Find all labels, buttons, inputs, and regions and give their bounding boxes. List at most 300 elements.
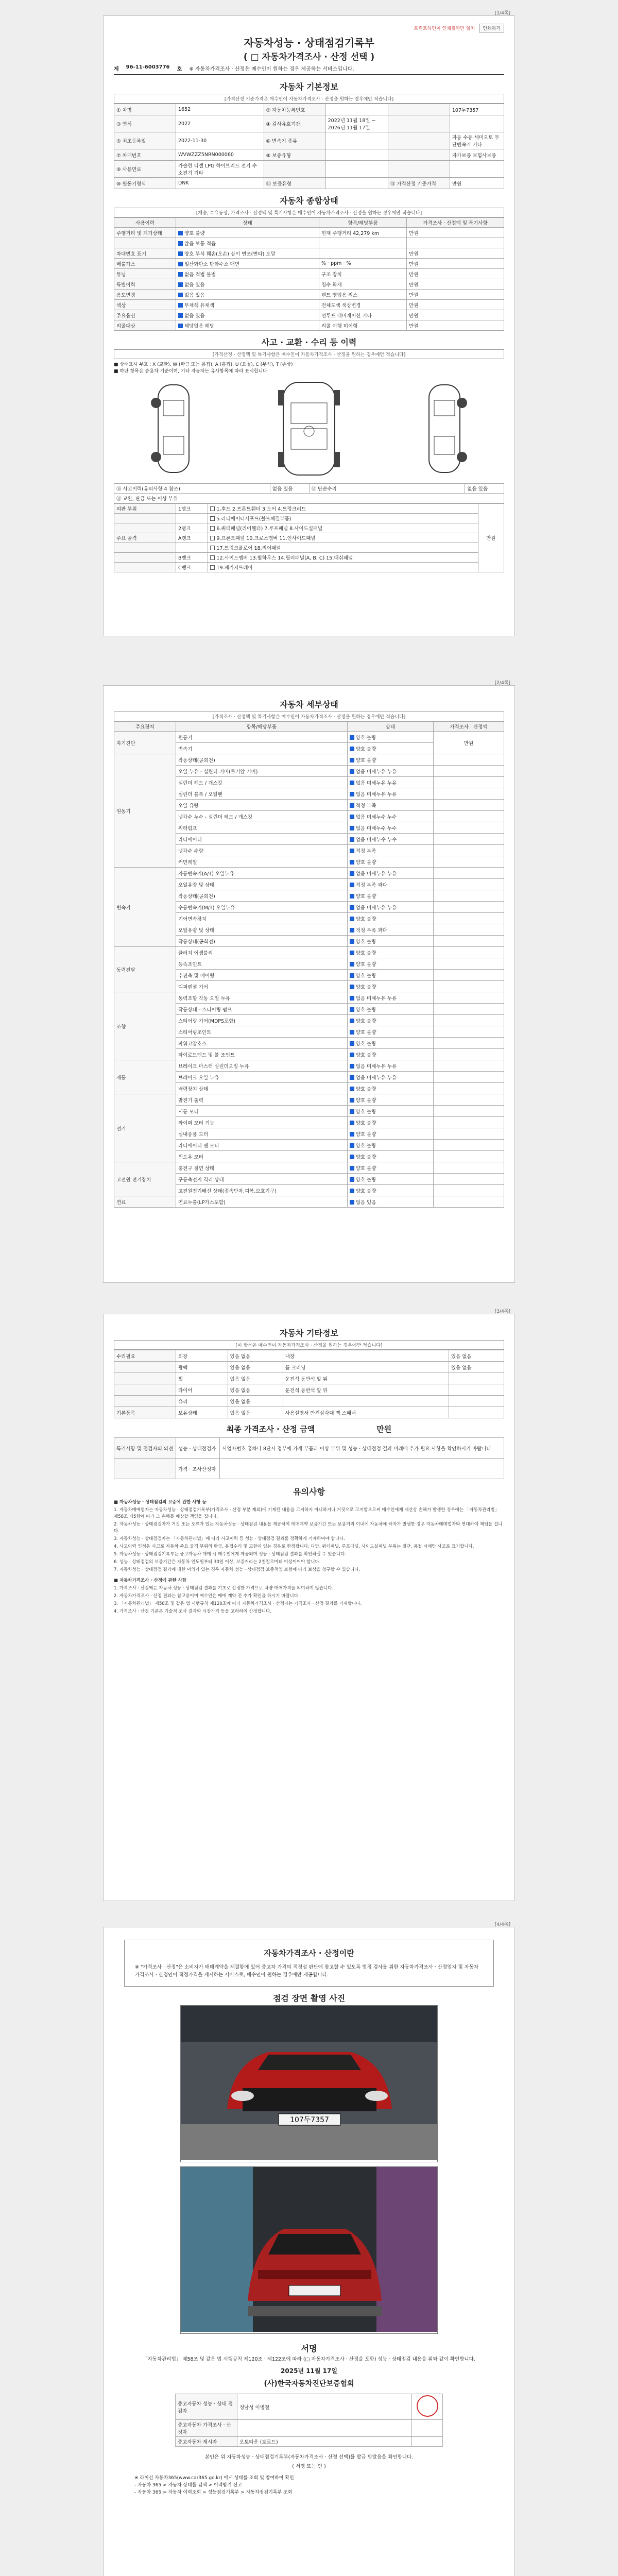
detail-row bbox=[114, 1094, 504, 1106]
accident-group bbox=[114, 553, 176, 563]
page-2 bbox=[103, 681, 515, 1283]
detail-status bbox=[347, 1185, 433, 1196]
detail-group: 조향 bbox=[114, 992, 176, 1060]
sign-stamp-cell bbox=[412, 2437, 443, 2447]
notice-item: 5. 자동차성능 · 상태점검기록부는 중고자동차 매매 시 매수인에게 제공되며 성능 · 상태점검 결과를 확인하실 수 있습니다. bbox=[114, 1552, 346, 1557]
check-icon bbox=[350, 1053, 354, 1057]
check-icon bbox=[350, 1019, 354, 1023]
sign-label: 중고자동차 가격조사 · 산정자 bbox=[176, 2420, 237, 2437]
detail-status bbox=[347, 788, 433, 800]
detail-note-empty bbox=[433, 1162, 504, 1174]
state-opt-text: 없음 있음 bbox=[184, 282, 205, 288]
final-price-row bbox=[114, 1423, 504, 1434]
detail-status bbox=[347, 732, 433, 743]
accident-table: ⑮ 사고이력(유의사항 4 참조) 없음 있음 ⑯ 단순수리 없음 있음 ⑰ 교환, 판금 또는 이상 부위 bbox=[114, 483, 504, 503]
basic-row bbox=[114, 161, 504, 178]
notice-item: 2. 자동차성능 · 상태점검자가 거짓 또는 오류가 있는 자동차성능 · 상태점검 내용을 제공하여 매매계약 보증기간 또는 보증거리 이내에 자동차에 하자가 발생한 경우 자동차매매업자와 연대하여 책임을 집니다. bbox=[114, 1522, 503, 1534]
other-cell-a: 휠 bbox=[176, 1373, 228, 1384]
basic-row bbox=[114, 132, 504, 149]
detail-note-empty bbox=[433, 1106, 504, 1117]
other-cell-g: 기본품목 bbox=[114, 1407, 176, 1418]
detail-table bbox=[114, 721, 504, 1208]
car-side-left-icon bbox=[143, 380, 204, 478]
accident-row bbox=[114, 543, 504, 553]
state-item bbox=[319, 238, 406, 248]
confirm-sign: ( 서명 또는 인 ) bbox=[292, 2464, 326, 2469]
section-accident-sub: [가격산정 · 산정액 및 특기사항은 매수인이 자동차가격조사 · 산정을 원하는 경우에만 적습니다] bbox=[114, 349, 504, 359]
detail-status-text: 적정 부족 과다 bbox=[355, 882, 387, 888]
accident-group bbox=[114, 563, 176, 572]
check-icon bbox=[350, 917, 354, 921]
check-icon bbox=[350, 905, 354, 910]
detail-status bbox=[347, 1038, 433, 1049]
basic-value: WVWZZZ5NRN000060 bbox=[176, 149, 264, 161]
sign-table bbox=[175, 2394, 443, 2447]
page-number: [3/4쪽] bbox=[494, 1309, 510, 1314]
detail-status-text: 양호 불량 bbox=[355, 1029, 376, 1036]
check-icon bbox=[350, 815, 354, 819]
state-key: 색상 bbox=[114, 300, 176, 310]
state-note: 만원 bbox=[407, 279, 504, 290]
state-opt-text: 무채색 유채색 bbox=[184, 302, 215, 309]
sign-row bbox=[176, 2394, 443, 2420]
accident-group: 주요 골격 bbox=[114, 533, 176, 543]
detail-status bbox=[347, 958, 433, 970]
detail-status bbox=[347, 1128, 433, 1140]
state-item bbox=[319, 228, 406, 238]
other-cell-a: 광택 bbox=[176, 1362, 228, 1373]
detail-item: 파워고압호스 bbox=[176, 1038, 348, 1049]
other-cell-d: 있음 없음 bbox=[449, 1350, 504, 1362]
other-cell-b: 있음 없음 bbox=[228, 1350, 283, 1362]
inspector-role: 가격 · 조사산정자 bbox=[176, 1459, 220, 1479]
notice-heading-2: ■ 자동차가격조사 · 산정에 관한 사항 bbox=[114, 1578, 187, 1583]
detail-row bbox=[114, 1196, 504, 1208]
state-item-value: 42,279 km bbox=[353, 230, 380, 236]
detail-status-text: 없음 미세누수 누수 bbox=[355, 814, 397, 820]
detail-status bbox=[347, 1140, 433, 1151]
detail-title: 자동차 세부상태 bbox=[280, 700, 338, 709]
notice-item: 6. 성능 · 상태점검의 보증기간은 자동차 인도일부터 30일 이상, 보증거리는 2천킬로미터 이상이어야 합니다. bbox=[114, 1560, 321, 1565]
state-item-label: 현재 주행거리 bbox=[321, 230, 352, 236]
detail-status bbox=[347, 1174, 433, 1185]
accident-group: 외판 부위 bbox=[114, 504, 176, 514]
detail-note-empty bbox=[433, 1094, 504, 1106]
accident-parts-text: 6.쿼터패널(리어휀더) 7.루프패널 8.사이드실패널 bbox=[216, 526, 323, 532]
detail-group: 변속기 bbox=[114, 868, 176, 947]
check-icon bbox=[350, 792, 354, 796]
section-basic-sub: [가격산정 기준가격은 매수인이 자동차가격조사 · 산정을 원하는 경우에만 적습니다] bbox=[114, 94, 504, 104]
check-icon bbox=[350, 1143, 354, 1148]
check-icon bbox=[350, 1189, 354, 1193]
detail-status-text: 양호 불량 bbox=[355, 1188, 376, 1194]
detail-status-text: 없음 미세누수 누수 bbox=[355, 825, 397, 832]
detail-status bbox=[347, 1004, 433, 1015]
detail-note-empty bbox=[433, 1049, 504, 1060]
detail-note-empty bbox=[433, 834, 504, 845]
detail-status bbox=[347, 1026, 433, 1038]
inspector-value: 사업자번호 홍차나 8단서 정부에 가게 부품과 이상 부위 및 성능 · 상태점검 결과 미래에 추가 필요 사항을 확인하시기 바랍니다 bbox=[220, 1438, 504, 1459]
page-4 bbox=[103, 1922, 515, 2576]
check-icon bbox=[350, 769, 354, 774]
detail-status-text: 없음 미세누유 누유 bbox=[355, 780, 397, 786]
accident-parts-text: 5.라디에이터서포트(볼트체결부품) bbox=[216, 516, 291, 522]
detail-item: 실린더 블록 / 오일팬 bbox=[176, 788, 348, 800]
detail-status bbox=[347, 1106, 433, 1117]
detail-status bbox=[347, 1015, 433, 1026]
accident-parts-text: 1.후드 2.프론트휀더 3.도어 4.트렁크리드 bbox=[216, 506, 306, 512]
notice-title: 유의사항 bbox=[293, 1487, 325, 1497]
inspector-table bbox=[114, 1437, 504, 1479]
state-key: 용도변경 bbox=[114, 290, 176, 300]
other-cell-c: 룸 크리닝 bbox=[283, 1362, 449, 1373]
price-explain-title: 자동차가격조사 · 산정이란 bbox=[264, 1948, 354, 1958]
detail-note-empty bbox=[433, 754, 504, 766]
notice-item: 1. 자동차매매업자는 자동차성능 · 상태점검기록부(가격조사 · 산정 부분 제외)에 기재된 내용을 고지하지 아니하거나 거짓으로 고지함으로써 매수인에게 재산상 손해가 발생한 경우에는 「자동차관리법」 제58조 제5항에 따라 그 손해를 배상할 책임을 집니다. bbox=[114, 1507, 500, 1519]
basic-value bbox=[325, 104, 388, 115]
inspector-row bbox=[114, 1438, 504, 1459]
accident-row bbox=[114, 563, 504, 572]
detail-status-text: 양호 불량 bbox=[355, 1052, 376, 1058]
detail-status bbox=[347, 890, 433, 902]
detail-note-empty bbox=[433, 1128, 504, 1140]
page-3 bbox=[103, 1309, 515, 1901]
state-opt-text: 양호 부식 훼손(오손) 상이 변조(변타) 도말 bbox=[184, 251, 276, 257]
other-cell-a: 외장 bbox=[176, 1350, 228, 1362]
detail-item: 자동변속기(A/T) 오일누유 bbox=[176, 868, 348, 879]
detail-item: 와이퍼 모터 기능 bbox=[176, 1117, 348, 1128]
detail-item: 브레이크 마스터 실린더오일 누유 bbox=[176, 1060, 348, 1072]
state-item-value: 리콜 이행 미이행 bbox=[321, 323, 358, 329]
basic-row bbox=[114, 115, 504, 132]
notice-item: 4. 가격조사 · 산정 기준은 기술적 조사 결과와 시장가격 등을 고려하여 산정합니다. bbox=[114, 1609, 271, 1614]
check-icon bbox=[350, 1030, 354, 1035]
doc-number: 96-11-6003776 bbox=[126, 64, 170, 70]
state-key: 배출가스 bbox=[114, 259, 176, 269]
detail-group: 연료 bbox=[114, 1196, 176, 1208]
check-icon bbox=[178, 324, 183, 328]
detail-note-empty bbox=[433, 845, 504, 856]
other-cell-d bbox=[449, 1407, 504, 1418]
state-options bbox=[176, 248, 319, 259]
state-row bbox=[114, 279, 504, 290]
detail-status-text: 양호 불량 bbox=[355, 893, 376, 900]
state-item-value: % · ppm · % bbox=[321, 261, 351, 266]
sign-text: 「자동차관리법」 제58조 및 같은 법 시행규칙 제120조 · 제122조에 따라 (□ 자동차가격조사 · 산정을 포함) 성능 · 상태점검 내용을 위와 같이 확인합니다. bbox=[143, 2357, 475, 2362]
detail-note-empty bbox=[433, 1117, 504, 1128]
detail-row bbox=[114, 1060, 504, 1072]
check-icon bbox=[350, 747, 354, 751]
car-rear-photo bbox=[180, 2166, 438, 2334]
plate-number: 107두7357 bbox=[290, 2116, 329, 2124]
detail-status-text: 양호 불량 bbox=[355, 984, 376, 990]
car-top-icon bbox=[263, 380, 355, 478]
check-icon bbox=[350, 1177, 354, 1182]
other-table bbox=[114, 1350, 504, 1418]
detail-note-empty bbox=[433, 1072, 504, 1083]
basic-value bbox=[325, 132, 388, 149]
check-icon bbox=[350, 837, 354, 842]
detail-status-text: 양호 불량 bbox=[355, 1018, 376, 1024]
basic-value: 가솔린 디젤 LPG 하이브리드 전기 수소전기 기타 bbox=[176, 161, 264, 178]
check-icon bbox=[350, 962, 354, 967]
check-icon bbox=[178, 282, 183, 287]
other-cell-b: 있음 없음 bbox=[228, 1407, 283, 1418]
state-item-value: 침수 화재 bbox=[321, 282, 342, 288]
detail-status-text: 양호 불량 bbox=[355, 1143, 376, 1149]
detail-status bbox=[347, 1072, 433, 1083]
other-cell-d: 있음 없음 bbox=[449, 1362, 504, 1373]
check-icon bbox=[350, 803, 354, 808]
accident-rank: B랭크 bbox=[176, 553, 208, 563]
sign-value: 정남성 이병철 bbox=[237, 2394, 412, 2420]
detail-note-empty bbox=[433, 1026, 504, 1038]
sign-label: 중고자동차 제시자 bbox=[176, 2437, 237, 2447]
detail-sub: [가격조사 · 산정액 및 특기사항은 매수인이 자동차가격조사 · 산정을 원하는 경우에만 적습니다] bbox=[114, 711, 504, 721]
state-row bbox=[114, 310, 504, 320]
detail-item: 스티어링조인트 bbox=[176, 1026, 348, 1038]
check-icon bbox=[350, 985, 354, 989]
price-explain-text: ※ "가격조사 · 산정"은 소비자가 매매계약을 체결함에 있어 중고차 가격의 적정성 판단에 참고할 수 있도록 법정 검사를 위한 자동차가격조사 · 산정업자 및 자동차가격조사 · 산정인이 적정가격을 제시하는 서비스로, 매수인이 원하는 경우에만 제공합니다. bbox=[135, 1964, 479, 1978]
detail-status-text: 양호 불량 bbox=[355, 757, 376, 764]
detail-item: 윈도우 모터 bbox=[176, 1151, 348, 1162]
detail-status-text: 양호 불량 bbox=[355, 1131, 376, 1138]
accident-legend: ■ 상태표시 부호 : X (교환), W (판금 또는 용접), A (흠집), U (요철), C (부식), T (손상) bbox=[114, 362, 293, 367]
detail-status-text: 없음 미세누유 누유 bbox=[355, 791, 397, 798]
check-icon bbox=[350, 871, 354, 876]
detail-status bbox=[347, 947, 433, 958]
basic-label bbox=[388, 115, 450, 132]
state-options bbox=[176, 259, 319, 269]
check-icon bbox=[210, 546, 215, 550]
state-note: 만원 bbox=[407, 269, 504, 279]
detail-status-text: 적정 부족 bbox=[355, 848, 376, 854]
detail-status bbox=[347, 879, 433, 890]
detail-row bbox=[114, 1162, 504, 1174]
basic-value: 만원 bbox=[450, 178, 504, 189]
notice-item: 2. 자동차가격조사 · 산정 결과는 참고용이며 매수인은 매매 계약 전 추가 확인을 하시기 바랍니다. bbox=[114, 1594, 300, 1599]
footer-note: - 자동차 365 > 자동차 이력조회 > 성능점검기록부 > 자동차점검기록부 조회 bbox=[134, 2490, 293, 2495]
detail-status-text: 없음 미세누유 누유 bbox=[355, 1063, 397, 1070]
other-sub: [이 항목은 매수인이 자동차가격조사 · 산정을 원하는 경우에만 적습니다] bbox=[114, 1340, 504, 1350]
other-cell-g bbox=[114, 1384, 176, 1396]
detail-status-text: 양호 불량 bbox=[355, 746, 376, 752]
state-key: 차대번호 표기 bbox=[114, 248, 176, 259]
accident-group bbox=[114, 523, 176, 533]
detail-item: 냉각수 누수 - 실린더 헤드 / 개스킷 bbox=[176, 811, 348, 822]
detail-item: 클러치 어셈블리 bbox=[176, 947, 348, 958]
detail-item: 작동상태(공회전) bbox=[176, 936, 348, 947]
detail-status-text: 양호 불량 bbox=[355, 1007, 376, 1013]
notice-block bbox=[114, 1499, 504, 1615]
state-row bbox=[114, 259, 504, 269]
car-front-photo bbox=[180, 2005, 438, 2162]
sign-title: 서명 bbox=[301, 2344, 317, 2353]
check-icon bbox=[350, 1109, 354, 1114]
footer-note: ※ 라이선 자동차365(www.car365.go.kr) 에서 상태를 조회 및 참여하여 확인 bbox=[134, 2476, 294, 2481]
detail-header: 항목/해당부품 bbox=[176, 722, 348, 732]
detail-note-empty bbox=[433, 788, 504, 800]
other-cell-a: 타이어 bbox=[176, 1384, 228, 1396]
check-icon bbox=[210, 506, 215, 511]
page-number: [2/4쪽] bbox=[494, 681, 510, 686]
other-cell-g: 수리필요 bbox=[114, 1350, 176, 1362]
basic-label bbox=[388, 149, 450, 161]
other-cell-g bbox=[114, 1362, 176, 1373]
accident-rank bbox=[176, 514, 208, 523]
detail-note-empty bbox=[433, 970, 504, 981]
detail-note: 만원 bbox=[433, 732, 504, 754]
detail-item: 원동기 bbox=[176, 732, 348, 743]
detail-status-text: 없음 있음 bbox=[355, 1199, 376, 1206]
detail-status-text: 양호 불량 bbox=[355, 1120, 376, 1126]
detail-note-empty bbox=[433, 879, 504, 890]
other-cell-a: 유리 bbox=[176, 1396, 228, 1407]
detail-item: 커먼레일 bbox=[176, 856, 348, 868]
detail-status bbox=[347, 743, 433, 754]
state-row bbox=[114, 238, 504, 248]
state-item bbox=[319, 310, 406, 320]
state-item-value: 전체도색 색상변경 bbox=[321, 302, 361, 309]
state-item bbox=[319, 259, 406, 269]
detail-note-empty bbox=[433, 800, 504, 811]
detail-note-empty bbox=[433, 856, 504, 868]
detail-header: 주요장치 bbox=[114, 722, 176, 732]
state-item bbox=[319, 279, 406, 290]
detail-status-text: 양호 불량 bbox=[355, 859, 376, 866]
accident-rank: 2랭크 bbox=[176, 523, 208, 533]
detail-note-empty bbox=[433, 1140, 504, 1151]
accident-parts bbox=[208, 533, 478, 543]
print-button[interactable]: 인쇄하기 bbox=[479, 24, 504, 32]
section-basic-title: 자동차 기본정보 bbox=[280, 82, 338, 92]
detail-status bbox=[347, 1162, 433, 1174]
detail-item: 작동상태(공회전) bbox=[176, 754, 348, 766]
detail-status-text: 양호 불량 bbox=[355, 1086, 376, 1092]
detail-note-empty bbox=[433, 902, 504, 913]
detail-status bbox=[347, 766, 433, 777]
accident-group bbox=[114, 514, 176, 523]
other-row bbox=[114, 1407, 504, 1418]
basic-label: ⑥ 변속기 종류 bbox=[264, 132, 325, 149]
state-note: 만원 bbox=[407, 248, 504, 259]
detail-status bbox=[347, 1151, 433, 1162]
state-opt-text: 일산화탄소 탄화수소 매연 bbox=[184, 261, 239, 267]
state-row bbox=[114, 269, 504, 279]
detail-status bbox=[347, 868, 433, 879]
detail-item: 라디에이터 팬 모터 bbox=[176, 1140, 348, 1151]
detail-status bbox=[347, 777, 433, 788]
basic-value: 107두7357 bbox=[450, 104, 504, 115]
other-cell-b: 있음 없음 bbox=[228, 1373, 283, 1384]
state-item bbox=[319, 320, 406, 331]
accident-row bbox=[114, 514, 504, 523]
accident-rank: A랭크 bbox=[176, 533, 208, 543]
state-options bbox=[176, 238, 319, 248]
state-options bbox=[176, 279, 319, 290]
state-opt-text: 양호 불량 bbox=[184, 230, 205, 236]
check-icon bbox=[210, 516, 215, 521]
other-title: 자동차 기타정보 bbox=[280, 1328, 338, 1338]
state-item-value: 구조 장치 bbox=[321, 272, 342, 278]
check-icon bbox=[178, 293, 183, 297]
detail-item: 실린더 헤드 / 개스킷 bbox=[176, 777, 348, 788]
basic-value: DNK bbox=[176, 178, 264, 189]
accident-parts bbox=[208, 514, 478, 523]
detail-status bbox=[347, 902, 433, 913]
sign-date: 2025년 11월 17일 bbox=[281, 2367, 337, 2375]
detail-note-empty bbox=[433, 822, 504, 834]
sign-label: 중고자동차 성능 · 상태 점검자 bbox=[176, 2394, 237, 2420]
check-icon bbox=[210, 565, 215, 570]
state-key: 주요옵션 bbox=[114, 310, 176, 320]
notice-item: 4. 사고이력 인정은 사고로 자동차 주요 골격 부위의 판금, 용접수리 및 교환이 있는 경우로 한정합니다. 다만, 쿼터패널, 루프패널, 사이드실패널 부위는 절단, 용접 시에만 사고로 표기합니다. bbox=[114, 1544, 474, 1549]
check-icon bbox=[350, 849, 354, 853]
accident-group bbox=[114, 543, 176, 553]
basic-label: ⑦ 차대번호 bbox=[114, 149, 176, 161]
detail-note-empty bbox=[433, 981, 504, 992]
basic-row bbox=[114, 104, 504, 115]
other-cell-c: 내장 bbox=[283, 1350, 449, 1362]
print-notice: 프린트하면이 인쇄절까면 일치 bbox=[414, 26, 475, 31]
other-cell-d bbox=[449, 1384, 504, 1396]
detail-note-empty bbox=[433, 1060, 504, 1072]
detail-note-empty bbox=[433, 766, 504, 777]
detail-status bbox=[347, 834, 433, 845]
check-icon bbox=[350, 1132, 354, 1137]
other-cell-a: 보유상태 bbox=[176, 1407, 228, 1418]
detail-group: 원동기 bbox=[114, 754, 176, 868]
detail-item: 연료누출(LP가스포함) bbox=[176, 1196, 348, 1208]
detail-header: 상태 bbox=[347, 722, 433, 732]
detail-status bbox=[347, 913, 433, 924]
accident-row bbox=[114, 553, 504, 563]
detail-status bbox=[347, 970, 433, 981]
basic-label: ⑫ 가격산정 기준가격 bbox=[388, 178, 450, 189]
detail-item: 기어변속장치 bbox=[176, 913, 348, 924]
basic-value bbox=[325, 149, 388, 161]
detail-note-empty bbox=[433, 1038, 504, 1049]
state-options bbox=[176, 290, 319, 300]
accident-legend-2: ■ 하단 항목은 승용차 기준이며, 기타 자동차는 유사항목에 따라 표시합니다 bbox=[114, 369, 267, 374]
state-options bbox=[176, 310, 319, 320]
state-header: 가격조사 · 산정액 및 특기사항 bbox=[407, 218, 504, 228]
detail-note-empty bbox=[433, 868, 504, 879]
detail-row bbox=[114, 868, 504, 879]
state-row bbox=[114, 228, 504, 238]
detail-note-empty bbox=[433, 1004, 504, 1015]
detail-group: 전기 bbox=[114, 1094, 176, 1162]
check-icon bbox=[178, 272, 183, 277]
detail-item: 수동변속기(M/T) 오일누유 bbox=[176, 902, 348, 913]
detail-status-text: 양호 불량 bbox=[355, 1097, 376, 1104]
other-cell-c bbox=[283, 1396, 449, 1407]
detail-note-empty bbox=[433, 913, 504, 924]
state-opt-text: 없음 적법 불법 bbox=[184, 272, 216, 278]
other-cell-d bbox=[449, 1373, 504, 1384]
detail-note-empty bbox=[433, 992, 504, 1004]
basic-info-table bbox=[114, 104, 504, 189]
detail-status bbox=[347, 1196, 433, 1208]
state-table bbox=[114, 217, 504, 331]
detail-status bbox=[347, 856, 433, 868]
detail-status bbox=[347, 924, 433, 936]
basic-value: 1652 bbox=[176, 104, 264, 115]
detail-note-empty bbox=[433, 1174, 504, 1185]
inspector-label: 특기사항 및 점검자의 의견 bbox=[114, 1438, 176, 1459]
state-item bbox=[319, 248, 406, 259]
detail-status-text: 양호 불량 bbox=[355, 939, 376, 945]
